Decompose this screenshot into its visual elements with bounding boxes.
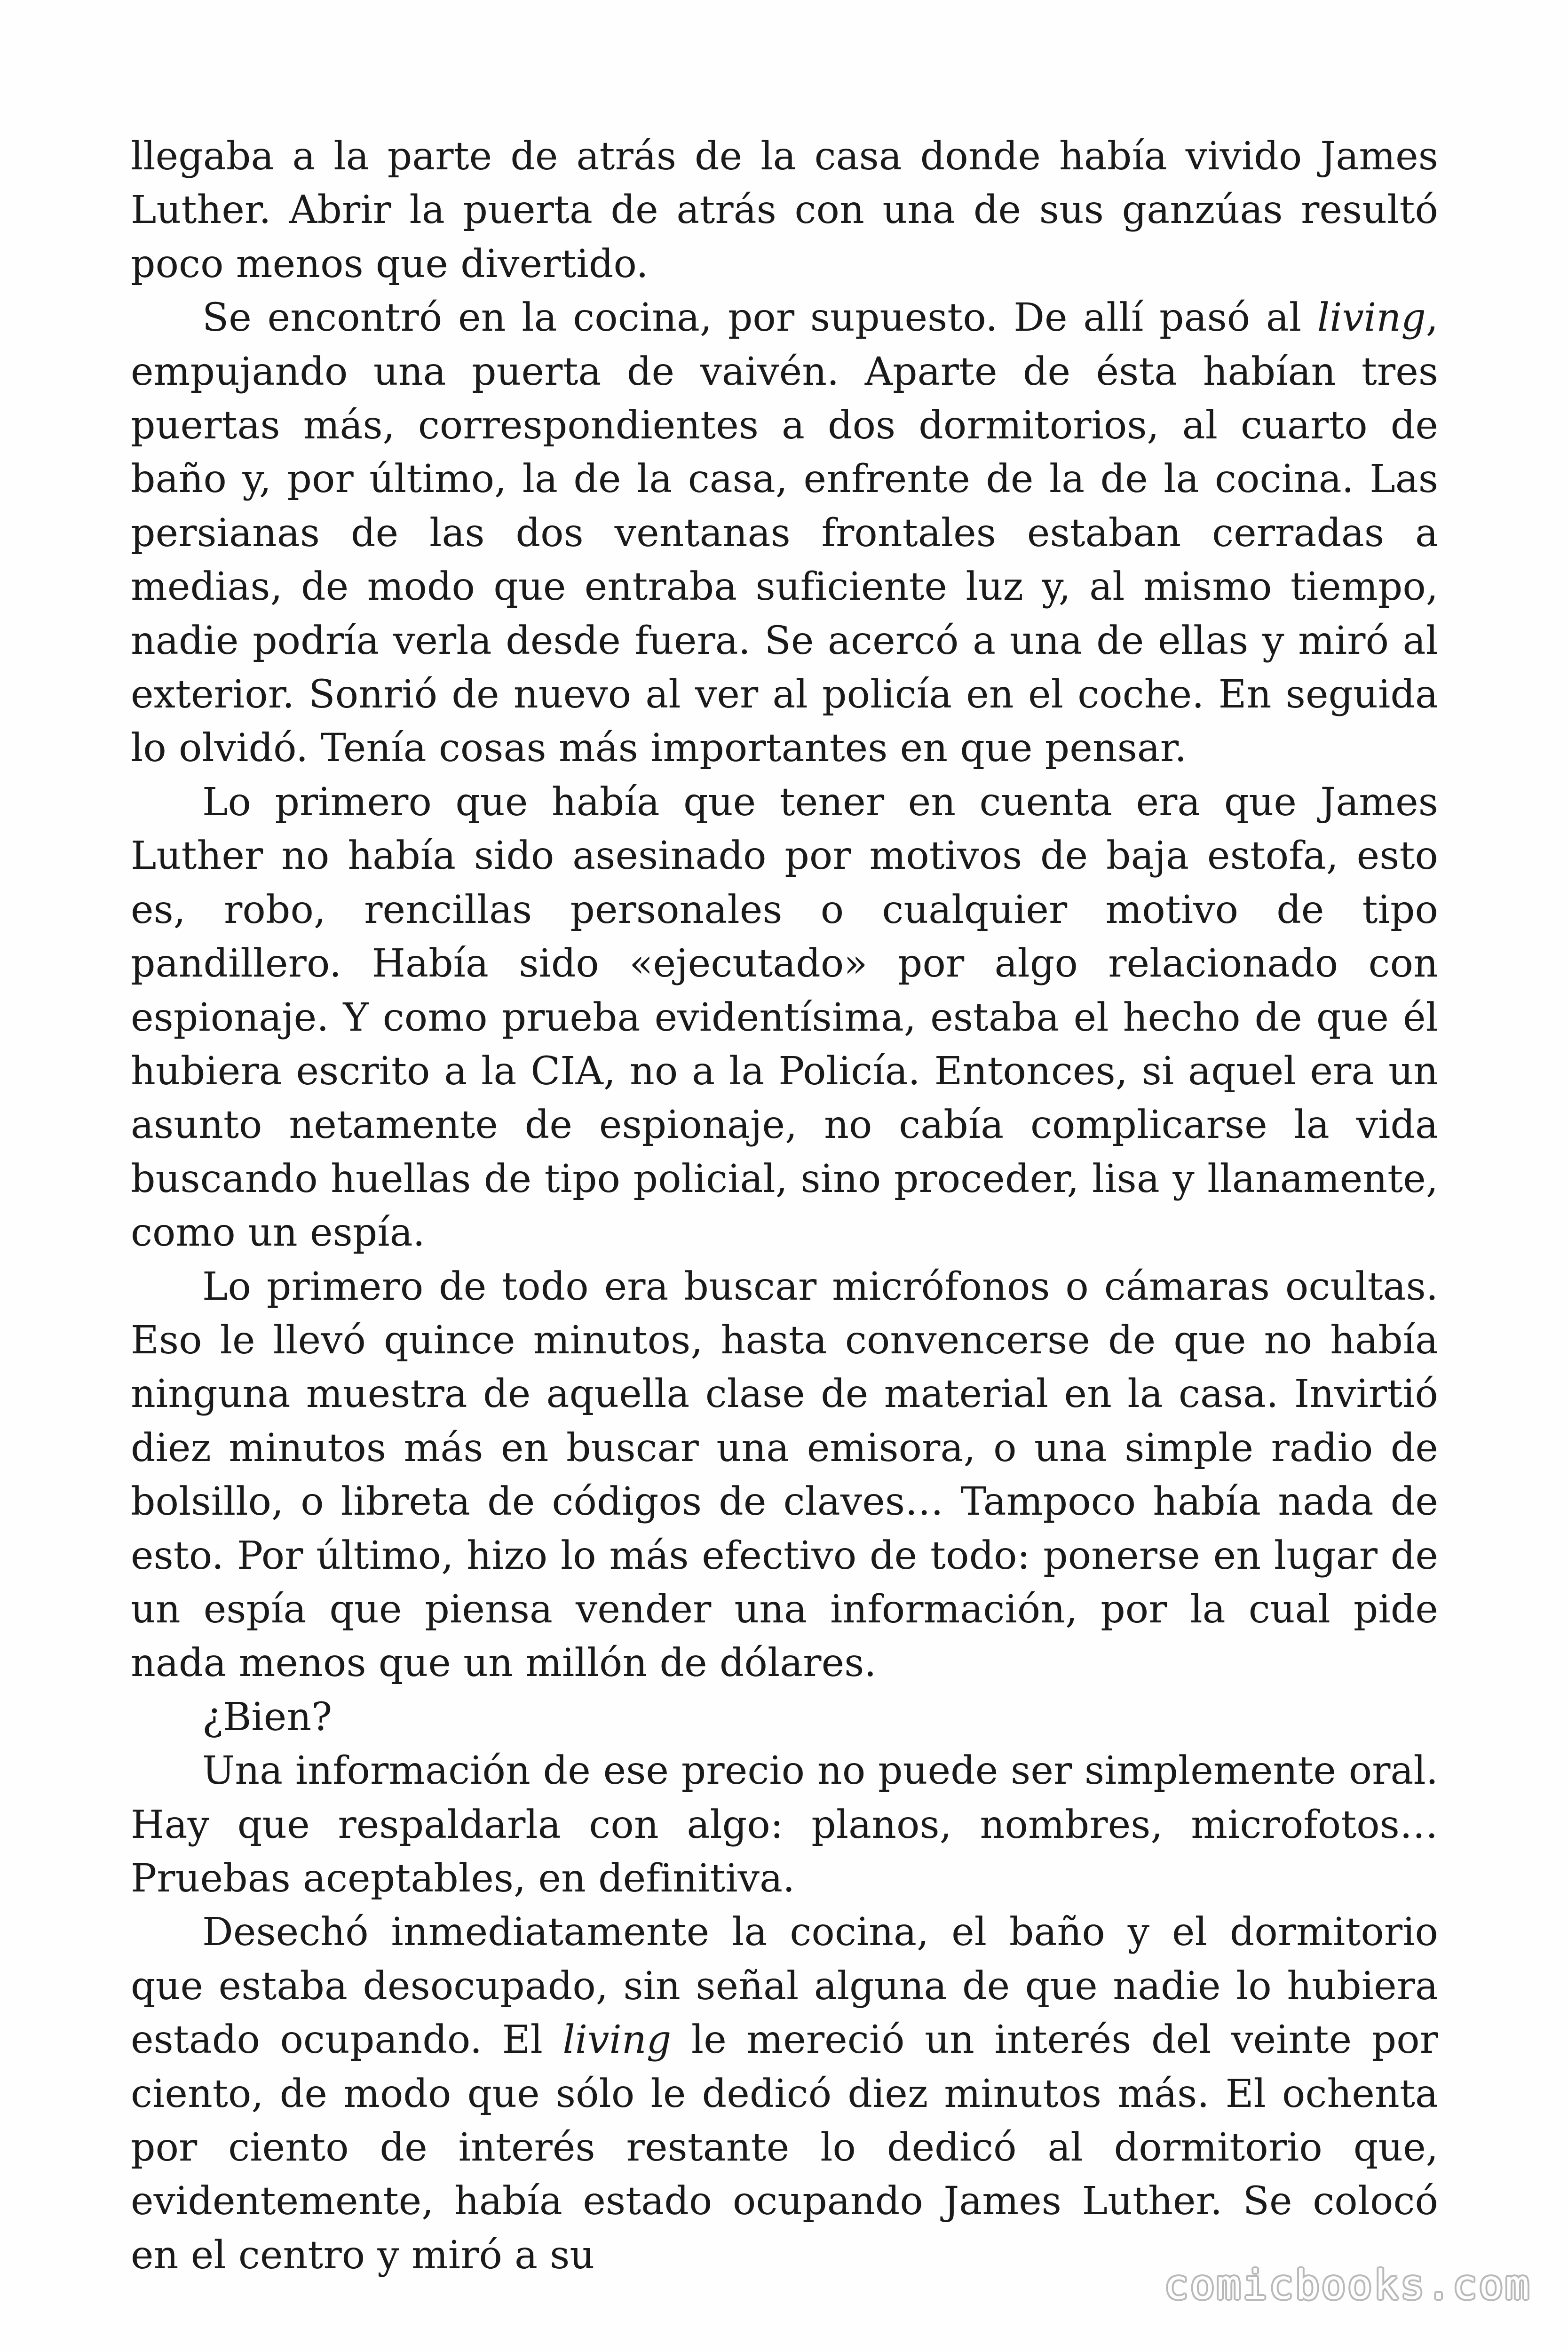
watermark-logo: comicbooks.com [1164, 2262, 1531, 2309]
paragraph-5 [131, 1691, 1438, 1744]
paragraph-1 [131, 130, 1438, 291]
paragraph-3-text: Lo primero que había que tener en cuenta era que James Luther no había sido asesinado por motivos de baja estofa, esto es, robo, rencillas personales o cualquier motivo de tipo pandillero. Había sido «ejecutado» por algo relacionado con espionaje. Y como prueba evidentísima, estaba el hecho de que él hubiera escrito a la CIA, no a la Policía. Entonces, si aquel era un asunto netamente de espionaje, no cabía complicarse la vida buscando huellas de tipo policial, sino proceder, lisa y llanamente, como un espía. [131, 779, 1438, 1255]
paragraph-6 [131, 1744, 1438, 1906]
paragraph-2 [131, 291, 1438, 776]
paragraph-7-text-a: Desechó inmediatamente la cocina, el baño y el dormitorio que estaba desocupado, sin señal alguna de que nadie lo hubiera estado ocupando. El [131, 1910, 1438, 2063]
paragraph-4 [131, 1260, 1438, 1691]
paragraph-4-text: Lo primero de todo era buscar micrófonos o cámaras ocultas. Eso le llevó quince minutos, hasta convencerse de que no había ninguna muestra de aquella clase de material en la casa. Invirtió diez minutos más en buscar una emisora, o una simple radio de bolsillo, o libreta de códigos de claves… Tampoco había nada de esto. Por último, hizo lo más efectivo de todo: ponerse en lugar de un espía que piensa vender una información, por la cual pide nada menos que un millón de dólares. [131, 1264, 1438, 1686]
paragraph-7-text-b: le mereció un interés del veinte por ciento, de modo que sólo le dedicó diez minutos más. El ochenta por ciento de interés restante lo dedicó al dormitorio que, evidentemente, había estado ocupando James Luther. Se colocó en el centro y miró a su [131, 2018, 1438, 2278]
paragraph-3 [131, 776, 1438, 1260]
paragraph-7-italic-term: living [562, 2018, 672, 2063]
paragraph-5-text: ¿Bien? [202, 1694, 333, 1740]
paragraph-6-text: Una información de ese precio no puede ser simplemente oral. Hay que respaldarla con algo: planos, nombres, microfotos… Pruebas aceptables, en definitiva. [131, 1748, 1438, 1901]
paragraph-2-italic-term: living [1317, 295, 1426, 341]
body-text [131, 130, 1438, 2282]
paragraph-2-text-b: , empujando una puerta de vaivén. Aparte de ésta habían tres puertas más, correspondientes a dos dormitorios, al cuarto de baño y, por último, la de la casa, enfrente de la de la cocina. Las persianas de las dos ventanas frontales estaban cerradas a medias, de modo que entraba suficiente luz y, al mismo tiempo, nadie podría verla desde fuera. Se acercó a una de ellas y miró al exterior. Sonrió de nuevo al ver al policía en el coche. En seguida lo olvidó. Tenía cosas más importantes en que pensar. [131, 295, 1438, 771]
paragraph-7 [131, 1906, 1438, 2282]
paragraph-1-text: llegaba a la parte de atrás de la casa donde había vivido James Luther. Abrir la puerta de atrás con una de sus ganzúas resultó poco menos que divertido. [131, 134, 1438, 286]
paragraph-2-text-a: Se encontró en la cocina, por supuesto. De allí pasó al [202, 295, 1317, 341]
